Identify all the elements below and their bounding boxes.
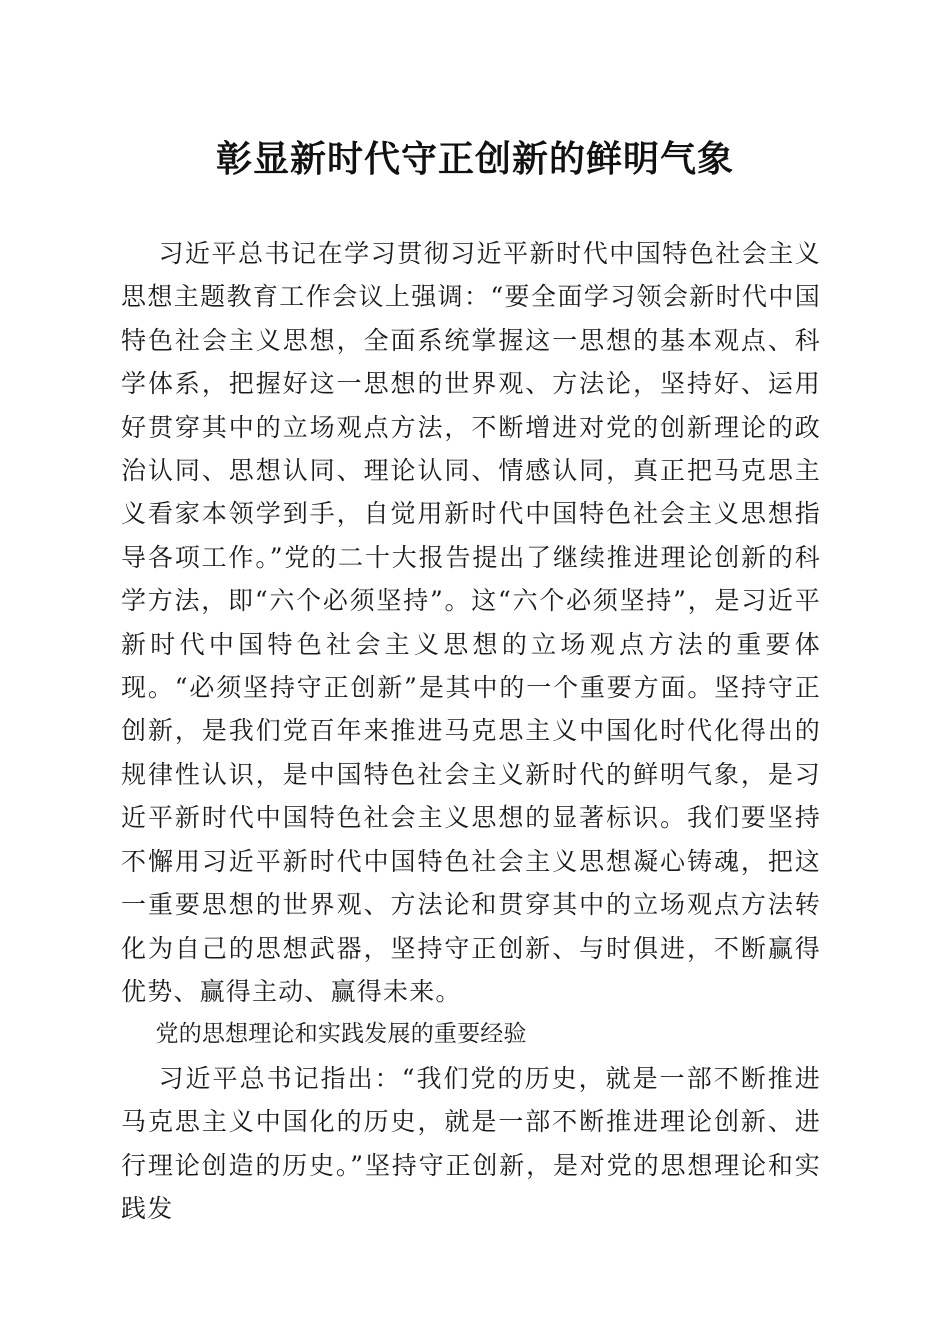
paragraph-2: 习近平总书记指出：“我们党的历史，就是一部不断推进马克思主义中国化的历史，就是一部不断推进理论创新、进行理论创造的历史。”坚持守正创新，是对党的思想理论和实践发 <box>121 1063 821 1223</box>
paragraph-1: 习近平总书记在学习贯彻习近平新时代中国特色社会主义思想主题教育工作会议上强调：“要全面学习领会新时代中国特色社会主义思想，全面系统掌握这一思想的基本观点、科学体系，把握好这一思想的世界观、方法论，坚持好、运用好贯穿其中的立场观点方法，不断增进对党的创新理论的政治认同、思想认同、理论认同、情感认同，真正把马克思主义看家本领学到手，自觉用新时代中国特色社会主义思想指导各项工作。”党的二十大报告提出了继续推进理论创新的科学方法，即“六个必须坚持”。这“六个必须坚持”，是习近平新时代中国特色社会主义思想的立场观点方法的重要体现。“必须坚持守正创新”是其中的一个重要方面。坚持守正创新，是我们党百年来推进马克思主义中国化时代化得出的规律性认识，是中国特色社会主义新时代的鲜明气象，是习近平新时代中国特色社会主义思想的显著标识。我们要坚持不懈用习近平新时代中国特色社会主义思想凝心铸魂，把这一重要思想的世界观、方法论和贯穿其中的立场观点方法转化为自己的思想武器，坚持守正创新、与时俱进，不断赢得优势、赢得主动、赢得未来。 <box>121 239 821 1006</box>
section-subheading: 党的思想理论和实践发展的重要经验 <box>155 1021 527 1048</box>
document-body <box>121 232 821 1230</box>
document-title: 彰显新时代守正创新的鲜明气象 <box>215 138 734 180</box>
